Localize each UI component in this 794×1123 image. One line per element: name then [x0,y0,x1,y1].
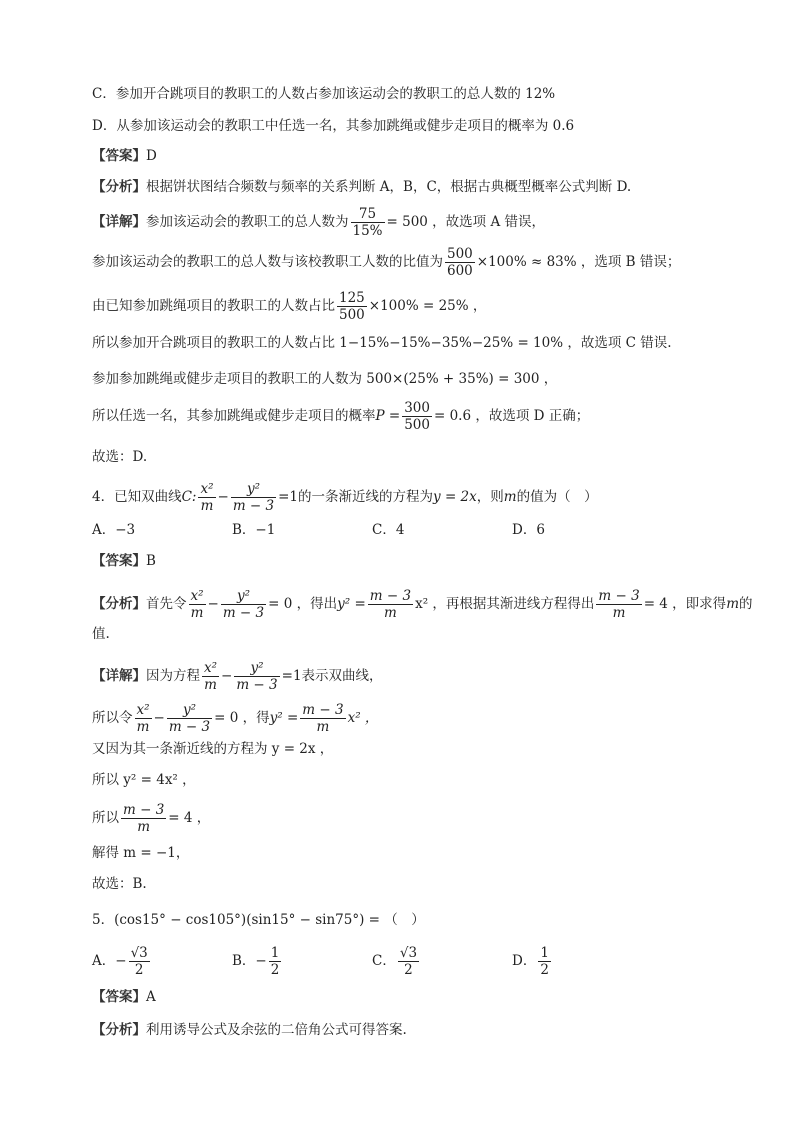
numerator: 75 [351,206,385,223]
q4-stem: 4．已知双曲线C: $\frac{\text{x²}}{m}$ − $\frac{\text{y²}}{m - 3}$ =1的一条渐近线的方程为y = 2x，则m的值为（ ） [92,481,598,514]
option-label: C． [372,953,396,969]
numerator: 125 [339,290,365,306]
numerator: m − 3 [598,588,640,604]
q3-detail-line-3 [92,290,486,323]
denominator: 2 [134,962,144,978]
fraction [368,588,413,621]
analysis-text: 利用诱导公式及余弦的二倍角公式可得答案. [146,1022,407,1038]
q5-options [92,945,612,983]
q4-detail-line-5 [92,802,210,835]
analysis-tag: 【分析】 [92,1022,146,1038]
answer-value: A [146,989,156,1005]
denominator: m [316,719,330,735]
denominator: m [190,605,204,621]
fraction [198,481,215,514]
fraction [402,400,432,433]
fraction [445,246,475,279]
fraction [538,945,551,978]
option-label: A．− [92,953,127,969]
detail-text: = 0.6 ，故选项 D 正确； [433,408,590,424]
option-b [232,945,283,978]
q4-answer-line [92,551,156,571]
q4-detail-line-2: 所以令 $\frac{\text{x²}}{m}$ − $\frac{\text{y²}}{m - 3}$ = 0 ，得y² = $\frac{m - 3}{m}$ x² ， [92,702,379,735]
stem-text: 4．已知双曲线 [92,489,182,505]
q3-detail-line-4: 所以参加开合跳项目的教职工的人数占比 1−15%−15%−35%−25% = 10% ，故选项 C 错误. [92,335,672,351]
fraction [337,290,367,323]
q4-analysis-line: 【分析】首先令 $\frac{\text{x²}}{m}$ − $\frac{\text{y²}}{m - 3}$ = 0 ，得出y² = $\frac{m - 3}{m}$ x² ，再根据其渐进线方程得出 $\frac{m - 3}{m}$ = 4 ，即求得m的 [92,588,753,621]
detail-text: 因为方程 [146,668,200,684]
numerator: m − 3 [369,588,412,604]
q4-detail-line-1: 【详解】因为方程 $\frac{\text{x²}}{m}$ − $\frac{\text{y²}}{m - 3}$ =1表示双曲线， [92,660,383,693]
numerator: x² [204,660,218,676]
denominator: m [204,677,217,693]
option-a [92,945,152,978]
detail-text: ×100% = 25% ， [368,298,487,314]
fraction [269,945,282,978]
analysis-text: = 0 ，得出 [268,596,338,612]
denominator: 600 [447,263,473,279]
detail-tag: 【详解】 [92,668,146,684]
q5-stem: 5．(cos15° − cos105°)(sin15° − sin75°) = （ ） [92,912,425,928]
q5-answer-line [92,987,156,1007]
answer-value: B [146,553,156,569]
variable-m: m [726,596,739,612]
detail-tag: 【详解】 [92,214,146,230]
q4-detail-line-4: 所以 y² = 4x² ， [92,772,196,788]
detail-text: x² ， [347,710,379,726]
asymptote: y = 2x [433,489,477,505]
option-label: D． [512,953,537,969]
denominator: 500 [339,307,365,323]
detail-text: 由已知参加跳绳项目的教职工的人数占比 [92,298,335,314]
detail-text: 所以任选一名，其参加跳绳或健步走项目的概率 [92,408,376,424]
equation: y² = [337,596,366,612]
fraction [596,588,641,621]
numerator: 300 [404,400,430,416]
q4-detail-line-3: 又因为其一条渐近线的方程为 y = 2x ， [92,741,334,757]
q4-options [92,520,612,540]
stem-text: ，则 [476,489,504,505]
detail-text: = 500 ，故选项 A 错误， [386,214,546,230]
answer-tag: 【答案】 [92,553,146,569]
fraction [234,660,279,693]
q3-detail-line-1 [92,206,545,239]
q3-detail-line-6 [92,400,589,433]
option-d [512,945,553,978]
numerator: 500 [447,246,473,262]
numerator: 1 [270,945,280,961]
curve-name: C: [181,489,197,505]
q4-conclusion: 故选：B. [92,876,147,892]
denominator: m − 3 [232,498,275,514]
equation: y² = [269,710,299,726]
analysis-text: 根据饼状图结合频数与频率的关系判断 A，B，C，根据古典概型概率公式判断 D. [146,179,632,195]
option-c-line: C．参加开合跳项目的教职工的人数占参加该运动会的教职工的总人数的 12% [92,86,556,102]
fraction [202,660,219,693]
fraction [351,206,385,239]
denominator: m − 3 [168,719,211,735]
option-label: B．− [232,953,267,969]
analysis-text: 的 [739,596,753,612]
detail-text: =1表示双曲线， [281,668,383,684]
variable-m: m [503,489,517,505]
numerator: √3 [130,945,148,961]
denominator: m − 3 [236,677,278,693]
numerator: y² [167,702,212,719]
numerator: y² [231,481,276,498]
detail-text: 参加该运动会的教职工的总人数与该校教职工人数的比值为 [92,254,443,270]
option-c: C．4 [372,522,405,538]
answer-value: D [146,148,157,164]
numerator: x² [136,702,150,718]
q4-analysis-cont: 值. [92,626,110,642]
denominator: m [384,605,397,621]
option-d-line: D．从参加该运动会的教职工中任选一名，其参加跳绳或健步走项目的概率为 0.6 [92,118,575,134]
probability-symbol: P = [375,408,401,424]
numerator: 1 [540,945,549,961]
option-d: D．6 [512,522,545,538]
q5-analysis-line [92,1020,407,1040]
denominator: m [612,605,626,621]
denominator: m [137,819,151,835]
detail-text: ×100% ≈ 83% ，选项 B 错误； [476,254,681,270]
detail-text: 所以 [92,810,119,826]
q3-conclusion: 故选：D. [92,449,148,465]
stem-text: 的值为（ ） [516,489,598,505]
numerator: x² [200,481,214,497]
answer-tag: 【答案】 [92,148,146,164]
numerator: m − 3 [123,802,165,818]
denominator: 500 [404,417,430,433]
denominator: 2 [404,962,413,978]
numerator: √3 [399,945,418,961]
detail-text: = 4 ， [168,810,211,826]
q3-detail-line-5: 参加参加跳绳或健步走项目的教职工的人数为 500×(25% + 35%) = 300 ， [92,371,558,387]
fraction [167,702,212,735]
denominator: m − 3 [222,605,265,621]
numerator: y² [234,660,279,677]
detail-text: 所以令 [92,710,133,726]
detail-text: = 0 ，得 [214,710,270,726]
denominator: 15% [352,223,383,239]
denominator: 2 [270,962,280,978]
analysis-text: x² ，再根据其渐进线方程得出 [415,596,595,612]
q4-detail-line-6: 解得 m = −1， [92,845,190,861]
denominator: 2 [540,962,549,978]
analysis-tag: 【分析】 [92,596,146,612]
q3-detail-line-2 [92,246,680,279]
denominator: m [136,719,150,735]
analysis-text: 首先令 [146,596,187,612]
fraction [121,802,166,835]
option-a: A．−3 [92,522,136,538]
fraction [231,481,276,514]
fraction [300,702,345,735]
denominator: m [200,498,214,514]
numerator: x² [190,588,204,604]
fraction [129,945,150,978]
fraction [398,945,419,978]
fraction [135,702,152,735]
q3-analysis-line [92,177,631,197]
analysis-tag: 【分析】 [92,179,146,195]
analysis-text: = 4 ，即求得 [643,596,727,612]
numerator: m − 3 [302,702,344,718]
option-c [372,945,421,978]
detail-text: 参加该运动会的教职工的总人数为 [146,214,349,230]
answer-tag: 【答案】 [92,989,146,1005]
option-b: B．−1 [232,522,276,538]
fraction [221,588,266,621]
fraction [189,588,206,621]
stem-text: =1的一条渐近线的方程为 [278,489,434,505]
numerator: y² [221,588,266,605]
q3-answer-line [92,146,157,166]
